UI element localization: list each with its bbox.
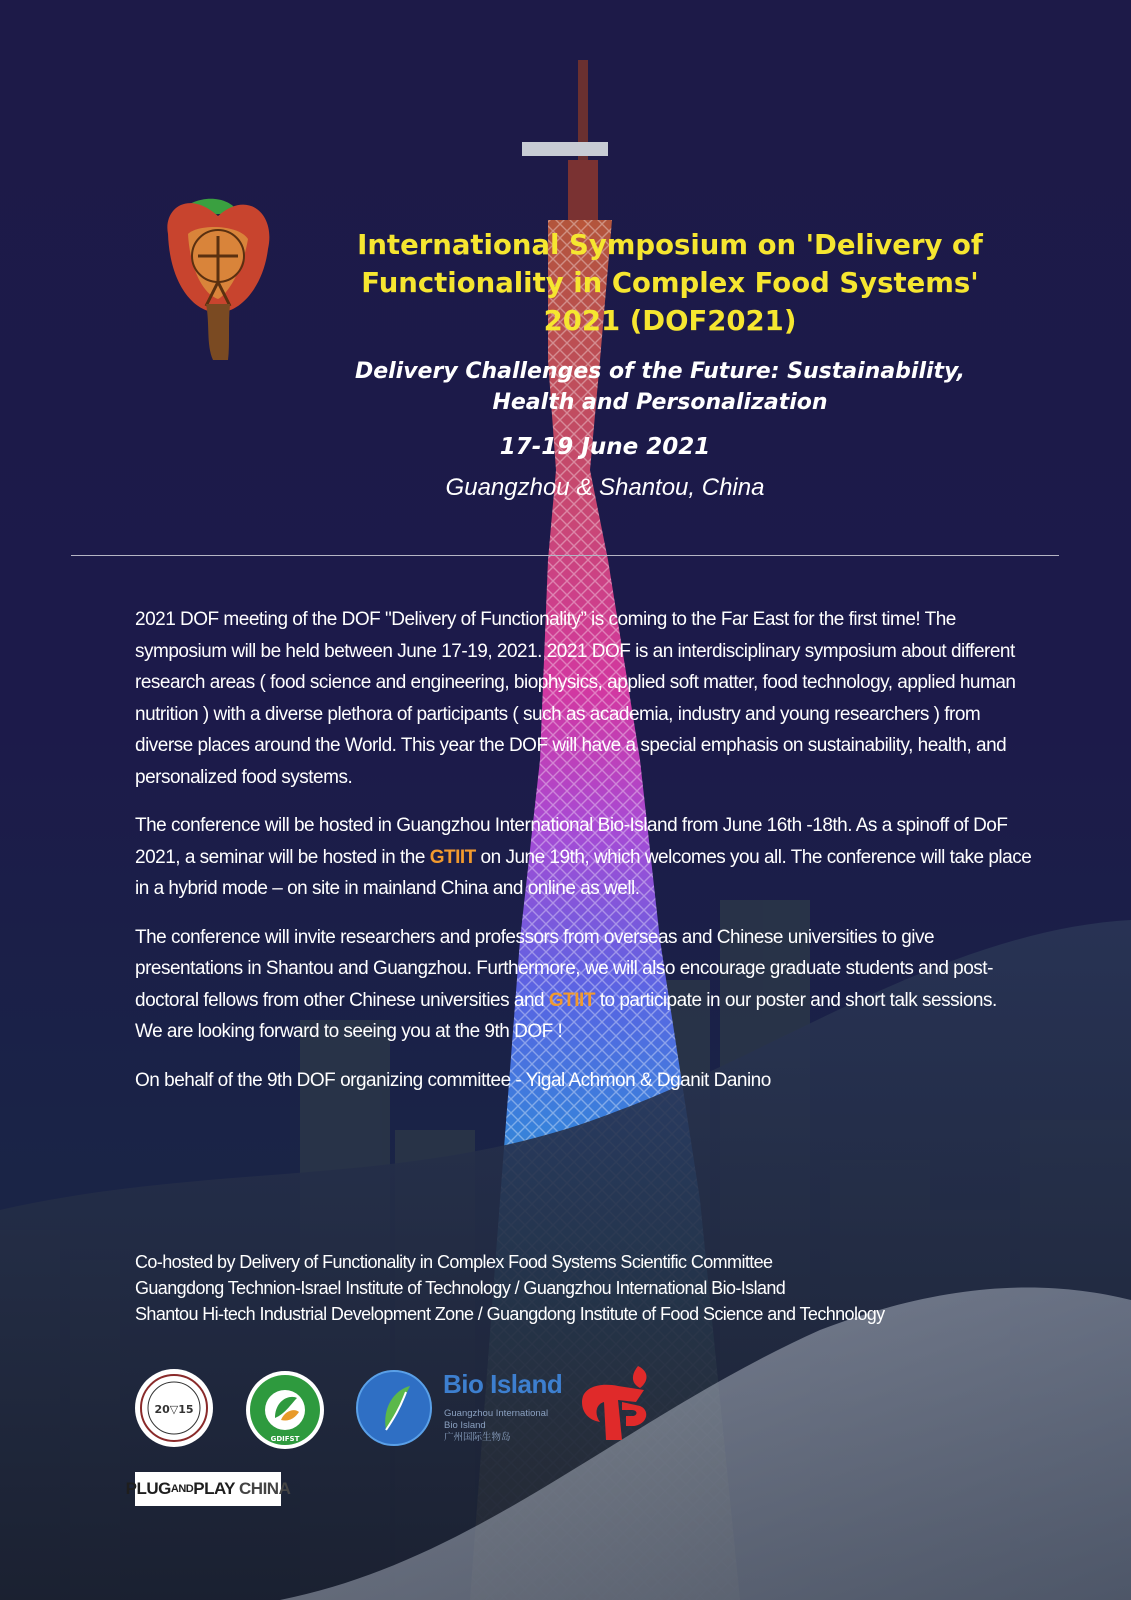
symposium-title — [290, 226, 1050, 340]
paragraph-invitation-text-a: The conference will invite researchers and professors from overseas and Chinese universities to give presentations in Shantou and Guangzhou. Furthermore, we will also encourage graduate students and post-doctoral fellows from other Chinese universities and — [135, 926, 993, 1011]
paragraph-invitation — [135, 922, 1035, 1017]
bio-island-subtitle — [444, 1408, 548, 1444]
event-dates: 17-19 June 2021 — [499, 434, 711, 460]
bio-island-sub-line-2: Bio Island — [444, 1420, 486, 1431]
paragraph-invitation-text-b: to participate in our poster and short talk sessions. — [594, 989, 997, 1011]
body-text — [135, 604, 1035, 1113]
gdifst-logo — [245, 1370, 325, 1450]
title-line-1: International Symposium on 'Delivery of — [357, 229, 983, 261]
pnp-plug: PLUG — [125, 1479, 171, 1498]
gtiit-highlight: GTIIT — [548, 989, 595, 1011]
bio-island-sub-line-1: Guangzhou International — [444, 1408, 549, 1419]
gtiit-logo — [134, 1368, 214, 1448]
pnp-and: AND — [170, 1483, 194, 1495]
bio-island-sub-line-3: 广州国际生物岛 — [444, 1432, 511, 1443]
cohost-line-2: Guangdong Technion-Israel Institute of Technology / Guangzhou International Bio-Island — [135, 1278, 786, 1298]
gtiit-year-left: 20 — [154, 1403, 170, 1416]
gtiit-year-right: 15 — [178, 1403, 194, 1416]
bio-island-emblem — [354, 1368, 434, 1448]
bio-island-title: Bio Island — [443, 1369, 563, 1399]
paragraph-signature: On behalf of the 9th DOF organizing committee - Yigal Achmon & Dganit Danino — [135, 1069, 771, 1091]
svg-text:20▽15: 20▽15 — [154, 1403, 194, 1416]
divider — [71, 555, 1059, 556]
symposium-subtitle — [290, 356, 1030, 418]
title-line-3: 2021 (DOF2021) — [543, 305, 797, 337]
paragraph-venue-text-a: The conference will be hosted in Guangzhou International Bio-Island from June 16th -18th. As a spinoff of DoF 2021, a seminar will be hosted in the — [135, 815, 1008, 868]
pnp-china: CHINA — [239, 1479, 291, 1498]
cohost-line-1: Co-hosted by Delivery of Functionality in Complex Food Systems Scientific Committee — [135, 1252, 773, 1272]
gdifst-label: GDIFST — [270, 1435, 300, 1443]
plug-and-play-china-logo — [125, 1472, 291, 1506]
gtiit-highlight: GTIIT — [429, 846, 476, 868]
title-line-2: Functionality in Complex Food Systems' — [361, 267, 979, 299]
event-location: Guangzhou & Shantou, China — [445, 474, 765, 501]
paragraph-intro: 2021 DOF meeting of the DOF "Delivery of Functionality” is coming to the Far East for the first time! The symposium will be held between June 17-19, 2021. 2021 DOF is an interdisciplinary symposium about different research areas ( food science and engineering, biophysics, applied soft matter, food technology, applied human nutrition ) with a diverse plethora of participants ( such as academia, industry and young researchers ) from diverse places around the World. This year the DOF will have a special emphasis on sustainability, health, and personalized food systems. — [135, 609, 1016, 788]
paragraph-venue — [135, 810, 1035, 905]
subtitle-line-2: Health and Personalization — [492, 390, 828, 415]
paragraph-closing: We are looking forward to seeing you at the 9th DOF ! — [135, 1021, 563, 1042]
pnp-play: PLAY — [193, 1479, 236, 1498]
cohost-line-3: Shantou Hi-tech Industrial Development Zone / Guangdong Institute of Food Science and Technology — [135, 1304, 885, 1324]
paragraph-venue-text-b: on June 19th, which welcomes you all. The conference will take place in a hybrid mode – on site in mainland China and online as well. — [135, 846, 1032, 899]
subtitle-line-1: Delivery Challenges of the Future: Sustainability, — [354, 359, 966, 384]
dof-apple-logo — [158, 194, 276, 362]
shantou-hitech-logo — [578, 1362, 656, 1442]
cohost-list — [135, 1249, 1035, 1327]
